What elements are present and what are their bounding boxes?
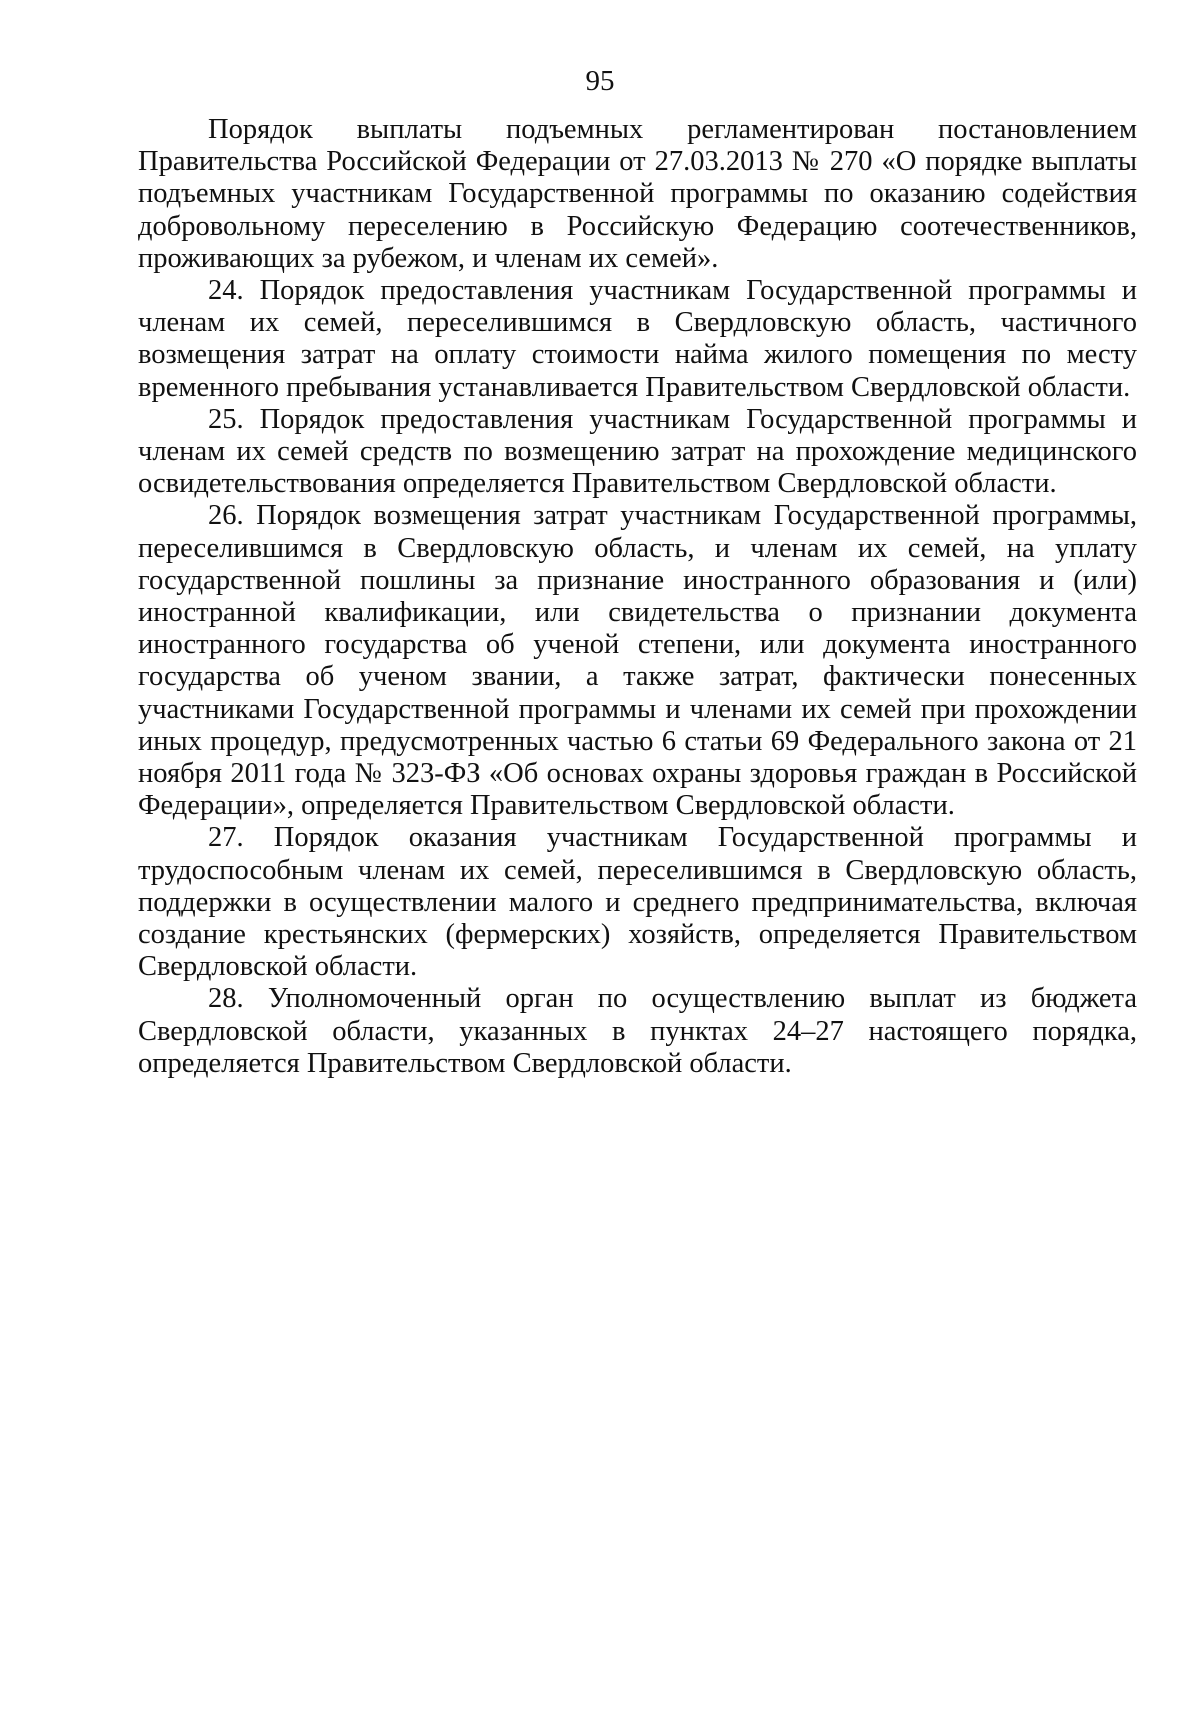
paragraph-text: Порядок оказания участникам Государственной программы и трудоспособным членам их семей, переселившимся в Свердловскую область, поддержки в осуществлении малого и среднего предпринимательства, включая создание крестьянских (фермерских) хозяйств, определяется Правительством Свердловской области.: [138, 822, 1137, 983]
paragraph-text: Порядок выплаты подъемных регламентирован постановлением Правительства Российской Федерации от 27.03.2013 № 270 «О порядке выплаты подъемных участникам Государственной программы по оказанию содействия добровольному переселению в Российскую Федерацию соотечественников, проживающих за рубежом, и членам их семей».: [138, 114, 1137, 274]
paragraph-item-28: [138, 983, 1137, 1080]
item-number: 24.: [208, 275, 244, 307]
item-number: 27.: [208, 822, 244, 854]
page-number: 95: [585, 65, 615, 97]
paragraph-intro: [138, 114, 1137, 275]
item-number: 25.: [208, 403, 244, 435]
paragraph-item-27: [138, 822, 1137, 983]
item-number: 28.: [208, 983, 244, 1015]
item-number: 26.: [208, 500, 244, 532]
paragraph-text: Порядок предоставления участникам Государственной программы и членам их семей средств по возмещению затрат на прохождение медицинского освидетельствования определяется Правительством Свердловской области.: [138, 403, 1137, 500]
paragraph-item-26: [138, 500, 1137, 822]
paragraph-text: Порядок предоставления участникам Государственной программы и членам их семей, переселившимся в Свердловскую область, частичного возмещения затрат на оплату стоимости найма жилого помещения по месту временного пребывания устанавливается Правительством Свердловской области.: [138, 275, 1137, 403]
paragraph-text: Уполномоченный орган по осуществлению выплат из бюджета Свердловской области, указанных в пунктах 24–27 настоящего порядка, определяется Правительством Свердловской области.: [138, 983, 1137, 1079]
document-body: [138, 114, 1137, 1080]
paragraph-item-25: [138, 404, 1137, 501]
paragraph-text: Порядок возмещения затрат участникам Государственной программы, переселившимся в Свердловскую область, и членам их семей, на уплату государственной пошлины за признание иностранного образования и (или) иностранной квалификации, или свидетельства о признании документа иностранного государства об ученой степени, или документа иностранного государства об ученом звании, а также затрат, фактически понесенных участниками Государственной программы и членами их семей при прохождении иных процедур, предусмотренных частью 6 статьи 69 Федерального закона от 21 ноября 2011 года № 323-ФЗ «Об основах охраны здоровья граждан в Российской Федерации», определяется Правительством Свердловской области.: [138, 500, 1137, 822]
paragraph-item-24: [138, 275, 1137, 404]
